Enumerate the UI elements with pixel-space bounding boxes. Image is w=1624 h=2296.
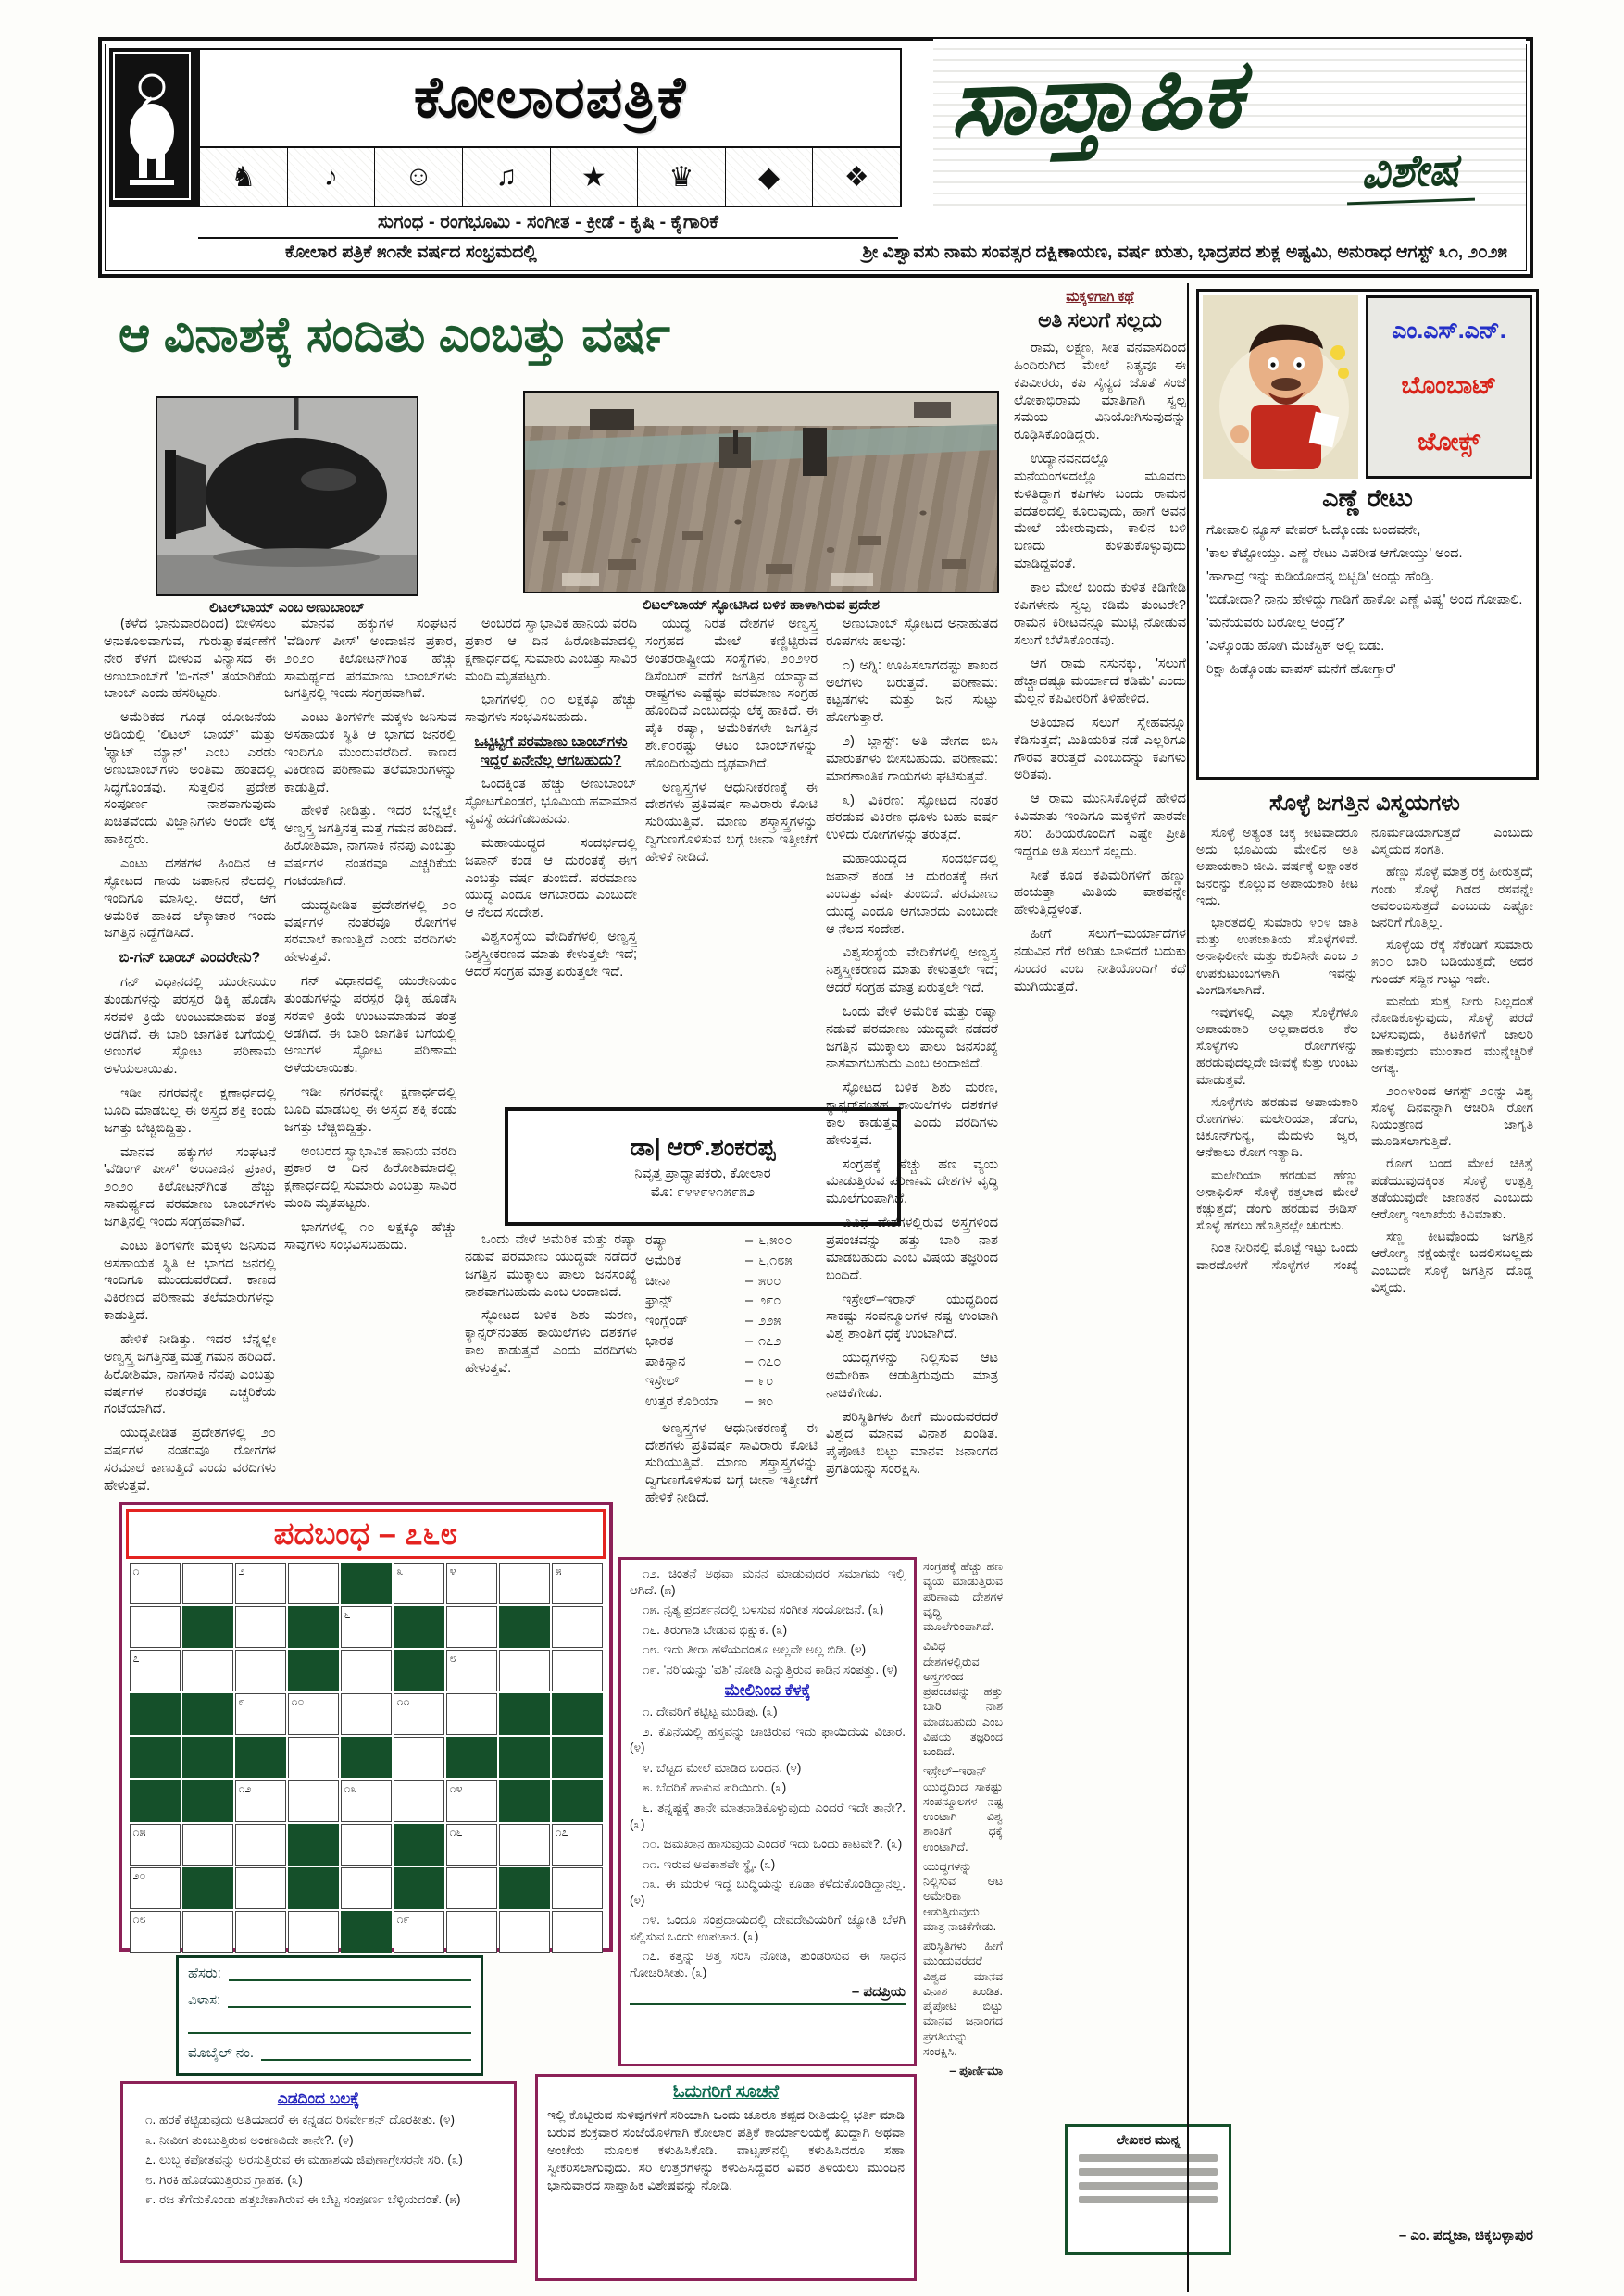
crossword-cell <box>552 1563 603 1604</box>
paragraph: ಹೀಗೆ ಸಲುಗೆ–ಮರ್ಯಾದೆಗಳ ನಡುವಿನ ಗೆರೆ ಅರಿತು ಬಾಳಿದರೆ ಬದುಕು ಸುಂದರ ಎಂಬ ನೀತಿಯೊಂದಿಗೆ ಕಥೆ ಮುಗಿಯುತ್ತದೆ. <box>1014 927 1186 994</box>
weekly-script-line2: ವಿಶೇಷ <box>1345 144 1475 206</box>
clue-item: ೧೧. ಇರುವ ಅವಕಾಶವೇ ಸ್ಥೈ. (೩) <box>643 1856 776 1871</box>
crossword-cell-number: ೧೬ <box>449 1826 463 1839</box>
masthead-dateline-row <box>109 239 1517 267</box>
paragraph: ಮಲೇರಿಯಾ ಹರಡುವ ಹೆಣ್ಣು ಅನಾಫಿಲಿಸ್ ಸೊಳ್ಳೆ ಕತ್ತಲಾದ ಮೇಲೆ ಕಚ್ಚುತ್ತದೆ; ಡೆಂಗು ಹರಡುವ ಈಡಿಸ್ ಸೊಳ್ಳೆ ಹಗಲು ಹೊತ್ತಿನಲ್ಲೇ ಚುರುಕು. <box>1196 1167 1358 1233</box>
clue-item: ೭. ಲುಬ್ದ ಕಪೋತವನ್ನು ಅರಸುತ್ತಿರುವ ಈ ಮಹಾಶಯ ಜಿಪುಣಾಗ್ರೇಸರನೇ ಸರಿ. (೩) <box>145 2152 463 2167</box>
crossword-cell <box>552 1650 603 1691</box>
paragraph: ಯುದ್ಧಗಳನ್ನು ನಿಲ್ಲಿಸುವ ಆಟ ಅಮೇರಿಕಾ ಆಡುತ್ತಿರುವುದು ಮಾತ್ರ ನಾಚಿಕೆಗೇಡು. <box>826 1351 998 1401</box>
crossword-cell <box>288 1563 339 1604</box>
paragraph: ಯುದ್ಧ ನಿರತ ದೇಶಗಳ ಅಣ್ವಸ್ತ್ರ ಸಂಗ್ರಹದ ಮೇಲೆ ಕಣ್ಣಿಟ್ಟಿರುವ ಅಂತರರಾಷ್ಟ್ರೀಯ ಸಂಸ್ಥೆಗಳು, ೨೦೨೪ರ ಡಿಸೆಂಬರ್ ವರೆಗೆ ಜಗತ್ತಿನ ಯಾವ್ಯಾವ ರಾಷ್ಟ್ರಗಳು ಎಷ್ಟೆಷ್ಟು ಪರಮಾಣು ಸಂಗ್ರಹ ಹೊಂದಿವೆ ಎಂಬುದನ್ನು ಲೆಕ್ಕ ಹಾಕಿದೆ. ಈ ಪೈಕಿ ರಷ್ಯಾ, ಅಮೆರಿಕಗಳೇ ಜಗತ್ತಿನ ಶೇ.೯೦ರಷ್ಟು ಆಟಂ ಬಾಂಬ್‌ಗಳನ್ನು ಹೊಂದಿರುವುದು ದೃಢವಾಗಿದೆ. <box>645 617 818 771</box>
strip-signature: – ಪೂರ್ಣಿಮಾ <box>949 2064 1003 2078</box>
paragraph: ಒಂದಕ್ಕಿಂತ ಹೆಚ್ಚು ಅಣುಬಾಂಬ್ ಸ್ಫೋಟಗೊಂಡರೆ, ಭೂಮಿಯ ಹವಾಮಾನ ವ್ಯವಸ್ಥೆ ಹದಗೆಡಬಹುದು. <box>465 777 637 828</box>
crossword-cell-number: ೨೦ <box>132 1869 146 1882</box>
masthead-doodle-icon: ♪ <box>288 148 376 206</box>
masthead-doodle-icon: ◆ <box>726 148 814 206</box>
paragraph: ಸೀತೆ ಕೂಡ ಕಪಿಮರಿಗಳಿಗೆ ಹಣ್ಣು ಹಂಚುತ್ತಾ ಮಿತಿಯ ಪಾಠವನ್ನೇ ಹೇಳುತ್ತಿದ್ದಳಂತೆ. <box>1014 867 1186 918</box>
crossword-cell <box>182 1563 233 1604</box>
crossword-cell <box>182 1867 233 1909</box>
clue-item: ೧೨. ಚಿಂತನೆ ಅಥವಾ ಮನನ ಮಾಡುವುದರ ಸಮಾಗಮ ಇಲ್ಲಿ ಆಗಿದೆ. (೫) <box>630 1566 906 1597</box>
article-col4-lower <box>645 1231 818 1551</box>
crossword-cell <box>499 1737 550 1778</box>
photo-little-boy <box>156 396 418 616</box>
paragraph: ಹೆಣ್ಣು ಸೊಳ್ಳೆ ಮಾತ್ರ ರಕ್ತ ಹೀರುತ್ತದೆ; ಗಂಡು ಸೊಳ್ಳೆ ಗಿಡದ ರಸವನ್ನೇ ಅವಲಂಬಿಸುತ್ತದೆ ಎಂಬುದು ಎಷ್ಟೋ ಜನರಿಗೆ ಗೊತ್ತಿಲ್ಲ. <box>1371 864 1533 930</box>
crossword-cell-number: ೧೮ <box>132 1913 146 1926</box>
crossword-cell <box>446 1563 497 1604</box>
paragraph: ೨) ಬ್ಲಾಸ್ಟ್: ಅತಿ ವೇಗದ ಬಿಸಿ ಮಾರುತಗಳು ಬೀಸಬಹುದು. ಪರಿಣಾಮ: ಮಾರಣಾಂತಿಕ ಗಾಯಗಳು ಘಟಿಸುತ್ತವೆ. <box>826 734 998 784</box>
crossword-cell <box>288 1911 339 1953</box>
crossword-cell <box>394 1563 444 1604</box>
article-col5 <box>826 616 998 1549</box>
crossword-cell <box>394 1780 444 1822</box>
paragraph: ಎಂಟು ತಿಂಗಳಿಗೇ ಮಕ್ಕಳು ಜನಿಸುವ ಅಸಹಾಯಕ ಸ್ಥಿತಿ ಆ ಭಾಗದ ಜನರಲ್ಲಿ ಇಂದಿಗೂ ಮುಂದುವರೆದಿದೆ. ಕಾಣದ ವಿಕಿರಣದ ಪರಿಣಾಮ ತಲೆಮಾರುಗಳನ್ನು ಕಾಡುತ್ತಿದೆ. <box>104 1238 276 1324</box>
crossword-cell <box>235 1780 286 1822</box>
form-name-line <box>229 1966 471 1981</box>
stockpile-row: ಅಮೆರಿಕ – ೬,೧೮೫ <box>645 1253 793 1268</box>
crossword-cell-number: ೩ <box>396 1565 404 1578</box>
paragraph: ವಿವಿಧ ದೇಶಗಳಲ್ಲಿರುವ ಅಸ್ತ್ರಗಳಿಂದ ಪ್ರಪಂಚವನ್ನು ಹತ್ತು ಬಾರಿ ನಾಶ ಮಾಡಬಹುದು ಎಂಬ ವಿಷಯ ತಜ್ಞರಿಂದ ಬಂದಿದೆ. <box>826 1216 998 1283</box>
crossword-title: ಪದಬಂಧ – ೭೬೮ <box>273 1516 458 1552</box>
down-clues <box>630 1703 906 1980</box>
crossword-cell <box>552 1824 603 1866</box>
article-col1 <box>104 616 276 1495</box>
article-col3-upper <box>465 616 637 1102</box>
crossword-cell <box>182 1911 233 1953</box>
crossword-cell <box>446 1606 497 1648</box>
form-extra-line <box>188 2019 471 2034</box>
paragraph: ಹೇಳಿಕೆ ನೀಡಿತ್ತು. ಇದರ ಬೆನ್ನಲ್ಲೇ ಅಣ್ವಸ್ತ್ರ ಜಗತ್ತಿನತ್ತ ಮತ್ತೆ ಗಮನ ಹರಿದಿದೆ. ಹಿರೋಶಿಮಾ, ನಾಗಸಾಕಿ ನೆನಪು ಎಂಬತ್ತು ವರ್ಷಗಳ ನಂತರವೂ ಎಚ್ಚರಿಕೆಯ ಗಂಟೆಯಾಗಿದೆ. <box>284 804 456 889</box>
clue-item: ೨. ಕೊನೆಯಲ್ಲಿ ಹಸ್ತವನ್ನು ಚಾಚಿರುವ ಇದು ಫಾಯಿದೆಯ ವಿಚಾರ. (೪) <box>630 1724 906 1755</box>
stockpile-row: ಉತ್ತರ ಕೊರಿಯಾ – ೫೦ <box>645 1394 774 1409</box>
crossword-cell <box>288 1606 339 1648</box>
mosquito-body <box>1196 824 1533 2222</box>
crossword-cell-number: ೧೨ <box>238 1782 252 1795</box>
crossword-cell-number: ೧೦ <box>291 1695 305 1708</box>
paragraph: ಭಾಗಗಳಲ್ಲಿ ೧೦ ಲಕ್ಷಕ್ಕೂ ಹೆಚ್ಚು ಸಾವುಗಳು ಸಂಭವಿಸಬಹುದು. <box>465 693 637 726</box>
masthead-doodle-strip <box>198 146 902 207</box>
paragraph: ಆ ರಾಮ ಮುನಿಸಿಕೊಳ್ಳದೆ ಹೇಳಿದ ಕಿವಿಮಾತು ಇಂದಿಗೂ ಮಕ್ಕಳಿಗೆ ಪಾಠವೇ ಸರಿ: ಹಿರಿಯರೊಂದಿಗೆ ಎಷ್ಟೇ ಪ್ರೀತಿ ಇದ್ದರೂ ಅತಿ ಸಲುಗೆ ಸಲ್ಲದು. <box>1014 792 1186 859</box>
notice-body: ಇಲ್ಲಿ ಕೊಟ್ಟಿರುವ ಸುಳಿವುಗಳಿಗೆ ಸರಿಯಾಗಿ ಒಂದು ಚೂರೂ ತಪ್ಪದ ರೀತಿಯಲ್ಲಿ ಭರ್ತಿ ಮಾಡಿ ಬರುವ ಶುಕ್ರವಾರ ಸಂಜೆಯೊಳಗಾಗಿ ಕೋಲಾರ ಪತ್ರಿಕೆ ಕಾರ್ಯಾಲಯಕ್ಕೆ ಖುದ್ದಾಗಿ ಅಥವಾ ಅಂಚೆಯ ಮೂಲಕ ಕಳುಹಿಸಿಕೊಡಿ. ವಾಟ್ಸಪ್‌ನಲ್ಲಿ ಕಳುಹಿಸಿದರೂ ಸಹಾ ಸ್ವೀಕರಿಸಲಾಗುವುದು. ಸರಿ ಉತ್ತರಗಳನ್ನು ಕಳುಹಿಸಿದ್ದವರ ವಿವರ ತಿಳಿಯಲು ಮುಂದಿನ ಭಾನುವಾರದ ಸಾಪ್ತಾಹಿಕ ವಿಶೇಷವನ್ನು ನೋಡಿ. <box>547 2107 905 2192</box>
across-clues-continued <box>630 1566 906 1678</box>
author-phone: ಮೊ: ೯೪೪೯೪೧೫೯೫೨ <box>650 1184 756 1200</box>
crossword-cell <box>552 1867 603 1909</box>
crossword-cell <box>446 1824 497 1866</box>
paragraph: ೩) ವಿಕಿರಣ: ಸ್ಫೋಟದ ನಂತರ ಹರಡುವ ವಿಕಿರಣ ಧೂಳು ಬಹು ವರ್ಷ ಉಳಿದು ರೋಗಗಳನ್ನು ತರುತ್ತದೆ. <box>826 792 998 843</box>
paragraph: ಸೊಳ್ಳೆ ಅತ್ಯಂತ ಚಿಕ್ಕ ಕೀಟವಾದರೂ ಅದು ಭೂಮಿಯ ಮೇಲಿನ ಅತಿ ಅಪಾಯಕಾರಿ ಜೀವಿ. ವರ್ಷಕ್ಕೆ ಲಕ್ಷಾಂತರ ಜನರನ್ನು ಕೊಲ್ಲುವ ಅಪಾಯಕಾರಿ ಕೀಟ ಇದು. <box>1196 825 1358 907</box>
crossword-cell <box>288 1824 339 1866</box>
clue-item: ೧೩. ಈ ಮರುಳ ಇದ್ದ ಬುದ್ಧಿಯನ್ನು ಕೂಡಾ ಕಳೆದುಕೊಂಡಿದ್ದಾನಲ್ಲ. (೪) <box>630 1877 906 1907</box>
paragraph: ಯುದ್ಧಪೀಡಿತ ಪ್ರದೇಶಗಳಲ್ಲಿ ೨೦ ವರ್ಷಗಳ ನಂತರವೂ ರೋಗಗಳ ಸರಮಾಲೆ ಕಾಣುತ್ತಿದೆ ಎಂದು ವರದಿಗಳು ಹೇಳುತ್ತವೆ. <box>284 897 456 966</box>
paragraph: ಸ್ಫೋಟದ ಬಳಿಕ ಶಿಶು ಮರಣ, ಕ್ಯಾನ್ಸರ್‌ನಂತಹ ಕಾಯಿಲೆಗಳು ದಶಕಗಳ ಕಾಲ ಕಾಡುತ್ತವೆ ಎಂದು ವರದಿಗಳು ಹೇಳುತ್ತವೆ. <box>465 1308 637 1376</box>
clue-item: ೧. ಹರಕೆ ಕಟ್ಟಿಡುವುದು ಅತಿಯಾದರೆ ಈ ಕನ್ನಡದ ರಿಸರ್ವೇಶನ್ ದೊರಕೀತು. (೪) <box>145 2113 455 2127</box>
joke-line: 'ಬಿಡೋದಾ? ನಾನು ಹೇಳಿದ್ದು ಗಾಡಿಗೆ ಹಾಕೋ ಎಣ್ಣೆ ವಿಷ್ಯ' ಅಂದ ಗೋಪಾಲಿ. <box>1206 593 1523 608</box>
crossword-cell <box>341 1606 392 1648</box>
photo2-caption: ಲಿಟಲ್‌ಬಾಯ್ ಸ್ಫೋಟಿಸಿದ ಬಳಿಕ ಹಾಳಾಗಿರುವ ಪ್ರದೇಶ <box>643 597 880 613</box>
mosquito-byline: – ಎಂ. ಪದ್ಮಜಾ, ಚಿಕ್ಕಬಳ್ಳಾಪುರ <box>1398 2227 1533 2243</box>
crossword-cell <box>235 1650 286 1691</box>
paragraph: ಇಡೀ ನಗರವನ್ನೇ ಕ್ಷಣಾರ್ಧದಲ್ಲಿ ಬೂದಿ ಮಾಡಬಲ್ಲ ಈ ಅಸ್ತ್ರದ ಶಕ್ತಿ ಕಂಡು ಜಗತ್ತು ಬೆಚ್ಚಿಬಿದ್ದಿತ್ತು. <box>284 1085 456 1135</box>
crossword-cell <box>499 1606 550 1648</box>
crossword-box <box>119 1502 613 1952</box>
paragraph: (ಕಳೆದ ಭಾನುವಾರದಿಂದ) ಬೀಳಿಸಲು ಅನುಕೂಲವಾಗುವ, ಗುರುತ್ವಾಕರ್ಷಣೆಗೆ ನೇರ ಕೆಳಗೆ ಬೀಳುವ ವಿನ್ಯಾಸದ ಈ ಅಣುಬಾಂಬ್‌ಗೆ 'ಬಿ-ಗನ್' ತಯಾರಿಕೆಯ ಬಾಂಬ್ ಎಂದು ಹೆಸರಿಟ್ಟರು. <box>104 617 276 702</box>
crossword-cell <box>182 1737 233 1778</box>
stockpile-row: ಫ್ರಾನ್ಸ್ – ೨೯೦ <box>645 1293 781 1309</box>
clue-item: ೬. ತನ್ನಷ್ಟಕ್ಕೆ ತಾನೇ ಮಾತನಾಡಿಕೊಳ್ಳುವುದು ಎಂದರೆ ಇದೇ ತಾನೇ?. (೩) <box>630 1801 906 1831</box>
crossword-cell <box>182 1824 233 1866</box>
crossword-cell <box>394 1911 444 1953</box>
entry-form-box <box>176 1955 483 2076</box>
masthead-doodle-icon: ❖ <box>813 148 900 206</box>
stockpile-list <box>645 1231 818 1413</box>
paragraph: ವಿವಿಧ ದೇಶಗಳಲ್ಲಿರುವ ಅಸ್ತ್ರಗಳಿಂದ ಪ್ರಪಂಚವನ್ನು ಹತ್ತು ಬಾರಿ ನಾಶ ಮಾಡಬಹುದು ಎಂಬ ವಿಷಯ ತಜ್ಞರಿಂದ ಬಂದಿದೆ. <box>923 1640 1003 1758</box>
mosquito-title: ಸೊಳ್ಳೆ ಜಗತ್ತಿನ ವಿಸ್ಮಯಗಳು <box>1269 791 1460 816</box>
crossword-cell-number: ೧೩ <box>344 1782 357 1795</box>
crossword-cell <box>499 1650 550 1691</box>
readers-notice-box <box>535 2074 917 2281</box>
paragraph: ಅತಿಯಾದ ಸಲುಗೆ ಸ್ನೇಹವನ್ನೂ ಕೆಡಿಸುತ್ತದೆ; ಮಿತಿಯರಿತ ನಡೆ ಎಲ್ಲರಿಗೂ ಗೌರವ ತರುತ್ತದೆ ಎಂಬುದನ್ನು ಕಪಿಗಳು ಅರಿತವು. <box>1014 715 1186 783</box>
article-col3-lower <box>465 1231 637 1492</box>
jubilee-note: ಕೋಲಾರ ಪತ್ರಿಕೆ ೫೧ನೇ ವರ್ಷದ ಸಂಭ್ರಮದಲ್ಲಿ <box>285 243 537 262</box>
paragraph: ಎಂಟು ತಿಂಗಳಿಗೇ ಮಕ್ಕಳು ಜನಿಸುವ ಅಸಹಾಯಕ ಸ್ಥಿತಿ ಆ ಭಾಗದ ಜನರಲ್ಲಿ ಇಂದಿಗೂ ಮುಂದುವರೆದಿದೆ. ಕಾಣದ ವಿಕಿರಣದ ಪರಿಣಾಮ ತಲೆಮಾರುಗಳನ್ನು ಕಾಡುತ್ತಿದೆ. <box>284 710 456 795</box>
weekly-special-script <box>933 39 1526 213</box>
clue-item: ೧೫. ನೃತ್ಯ ಪ್ರದರ್ಶನದಲ್ಲಿ ಬಳಸುವ ಸಂಗೀತ ಸಂಯೋಜನೆ. (೩) <box>643 1603 884 1617</box>
main-headline: ಆ ವಿನಾಶಕ್ಕೆ ಸಂದಿತು ಎಂಬತ್ತು ವರ್ಷ <box>119 307 670 362</box>
crossword-cell <box>288 1737 339 1778</box>
paragraph: ಒಂದು ವೇಳೆ ಅಮೆರಿಕ ಮತ್ತು ರಷ್ಯಾ ನಡುವೆ ಪರಮಾಣು ಯುದ್ಧವೇ ನಡೆದರೆ ಜಗತ್ತಿನ ಮುಕ್ಕಾಲು ಪಾಲು ಜನಸಂಖ್ಯೆ ನಾಶವಾಗಬಹುದು ಎಂಬ ಅಂದಾಜಿದೆ. <box>826 1004 998 1072</box>
crossword-cell <box>394 1867 444 1909</box>
paragraph: ಯುದ್ಧಪೀಡಿತ ಪ್ರದೇಶಗಳಲ್ಲಿ ೨೦ ವರ್ಷಗಳ ನಂತರವೂ ರೋಗಗಳ ಸರಮಾಲೆ ಕಾಣುತ್ತಿದೆ ಎಂದು ವರದಿಗಳು ಹೇಳುತ್ತವೆ. <box>104 1426 276 1493</box>
paragraph: ಯುದ್ಧಗಳನ್ನು ನಿಲ್ಲಿಸುವ ಆಟ ಅಮೇರಿಕಾ ಆಡುತ್ತಿರುವುದು ಮಾತ್ರ ನಾಚಿಕೆಗೇಡು. <box>923 1859 1003 1933</box>
crossword-cell <box>446 1650 497 1691</box>
crossword-cell <box>446 1693 497 1735</box>
crossword-cell <box>235 1824 286 1866</box>
form-address-line <box>228 1993 471 2008</box>
joke-line: ಗೋಪಾಲಿ ನ್ಯೂಸ್ ಪೇಪರ್ ಓದ್ಕೊಂಡು ಬಂದವನೇ, <box>1206 523 1421 538</box>
paragraph: ೨೦೧೪ರಿಂದ ಆಗಸ್ಟ್ ೨೦ನ್ನು ವಿಶ್ವ ಸೊಳ್ಳೆ ದಿನವನ್ನಾಗಿ ಆಚರಿಸಿ ರೋಗ ನಿಯಂತ್ರಣದ ಜಾಗೃತಿ ಮೂಡಿಸಲಾಗುತ್ತಿದೆ. <box>1371 1082 1533 1149</box>
crossword-cell <box>182 1693 233 1735</box>
crossword-cell <box>235 1911 286 1953</box>
joke-story-title: ಎಣ್ಣೆ ರೇಟು <box>1322 484 1413 512</box>
paragraph: ಮಹಾಯುದ್ಧದ ಸಂದರ್ಭದಲ್ಲಿ ಜಪಾನ್ ಕಂಡ ಆ ದುರಂತಕ್ಕೆ ಈಗ ಎಂಬತ್ತು ವರ್ಷ ತುಂಬಿದೆ. ಪರಮಾಣು ಯುದ್ಧ ಎಂದೂ ಆಗಬಾರದು ಎಂಬುದೇ ಆ ನೆಲದ ಸಂದೇಶ. <box>826 852 998 937</box>
crossword-cell-number: ೧೧ <box>396 1695 410 1708</box>
crossword-cell <box>552 1693 603 1735</box>
stockpile-row: ಪಾಕಿಸ್ತಾನ – ೧೭೦ <box>645 1354 781 1369</box>
crossword-cell <box>341 1867 392 1909</box>
crossword-cell <box>182 1650 233 1691</box>
paragraph: ಒಂದು ವೇಳೆ ಅಮೆರಿಕ ಮತ್ತು ರಷ್ಯಾ ನಡುವೆ ಪರಮಾಣು ಯುದ್ಧವೇ ನಡೆದರೆ ಜಗತ್ತಿನ ಮುಕ್ಕಾಲು ಪಾಲು ಜನಸಂಖ್ಯೆ ನಾಶವಾಗಬಹುದು ಎಂಬ ಅಂದಾಜಿದೆ. <box>465 1232 637 1300</box>
paragraph: ೧) ಅಗ್ನಿ: ಊಹಿಸಲಾಗದಷ್ಟು ಶಾಖದ ಅಲೆಗಳು ಬರುತ್ತವೆ. ಪರಿಣಾಮ: ಕಟ್ಟಡಗಳು ಮತ್ತು ಜನ ಸುಟ್ಟು ಹೋಗುತ್ತಾರೆ. <box>826 657 998 726</box>
paragraph: ಹೇಳಿಕೆ ನೀಡಿತ್ತು. ಇದರ ಬೆನ್ನಲ್ಲೇ ಅಣ್ವಸ್ತ್ರ ಜಗತ್ತಿನತ್ತ ಮತ್ತೆ ಗಮನ ಹರಿದಿದೆ. ಹಿರೋಶಿಮಾ, ನಾಗಸಾಕಿ ನೆನಪು ಎಂಬತ್ತು ವರ್ಷಗಳ ನಂತರವೂ ಎಚ್ಚರಿಕೆಯ ಗಂಟೆಯಾಗಿದೆ. <box>104 1332 276 1417</box>
paragraph: ಸೊಳ್ಳೆಗಳು ಹರಡುವ ಅಪಾಯಕಾರಿ ರೋಗಗಳು: ಮಲೇರಿಯಾ, ಡೆಂಗು, ಚಿಕೂನ್‌ಗುನ್ಯ, ಮೆದುಳು ಜ್ವರ, ಆನೆಕಾಲು ರೋಗ ಇತ್ಯಾದಿ. <box>1196 1093 1358 1160</box>
clue-item: ೧೪. ಒಂದೂ ಸಂಪ್ರದಾಯದಲ್ಲಿ ದೇವದೇವಿಯರಿಗೆ ಜ್ಯೋತಿ ಬೆಳಗಿ ಸಲ್ಲಿಸುವ ಒಂದು ಉಪಚಾರ. (೩) <box>630 1913 906 1943</box>
mosquito-article <box>1196 791 1533 2243</box>
crossword-cell <box>288 1867 339 1909</box>
crossword-cell <box>499 1911 550 1953</box>
crossword-cell <box>341 1737 392 1778</box>
paragraph: ಅಮೆರಿಕದ ಗೂಢ ಯೋಜನೆಯ ಅಡಿಯಲ್ಲಿ 'ಲಿಟಲ್ ಬಾಯ್' ಮತ್ತು 'ಫ್ಯಾಟ್ ಮ್ಯಾನ್' ಎಂಬ ಎರಡು ಅಣುಬಾಂಬ್‌ಗಳು ಅಂತಿಮ ಹಂತದಲ್ಲಿ ಸಿದ್ಧಗೊಂಡವು. ಸುತ್ತಲಿನ ಪ್ರದೇಶ ಸಂಪೂರ್ಣ ನಾಶವಾಗುವುದು ಖಚಿತವೆಂದು ವಿಜ್ಞಾನಿಗಳು ಅಂದೇ ಲೆಕ್ಕ ಹಾಕಿದ್ದರು. <box>104 710 276 848</box>
notice-header: ಓದುಗರಿಗೆ ಸೂಚನೆ <box>672 2082 780 2102</box>
paragraph: ಅಣ್ವಸ್ತ್ರಗಳ ಆಧುನೀಕರಣಕ್ಕೆ ಈ ದೇಶಗಳು ಪ್ರತಿವರ್ಷ ಸಾವಿರಾರು ಕೋಟಿ ಸುರಿಯುತ್ತಿವೆ. ಮಾಣು ಶಸ್ತ್ರಾಸ್ತ್ರಗಳನ್ನು ದ್ವಿಗುಣಗೊಳಿಸುವ ಬಗ್ಗೆ ಚೀನಾ ಇತ್ತೀಚೆಗೆ ಹೇಳಿಕೆ ನೀಡಿದೆ. <box>645 780 818 865</box>
crossword-cell <box>130 1911 181 1953</box>
paragraph: ಇವುಗಳಲ್ಲಿ ಎಲ್ಲಾ ಸೊಳ್ಳೆಗಳೂ ಅಪಾಯಕಾರಿ ಅಲ್ಲವಾದರೂ ಕೆಲ ಸೊಳ್ಳೆಗಳು ರೋಗಗಳನ್ನು ಹರಡುವುದಲ್ಲದೇ ಜೀವಕ್ಕೆ ಕುತ್ತು ಉಂಟು ಮಾಡುತ್ತವೆ. <box>1196 1004 1358 1087</box>
paragraph: ರೋಗ ಬಂದ ಮೇಲೆ ಚಿಕಿತ್ಸೆ ಪಡೆಯುವುದಕ್ಕಿಂತ ಸೊಳ್ಳೆ ಉತ್ಪತ್ತಿ ತಡೆಯುವುದೇ ಜಾಣತನ ಎಂಬುದು ಆರೋಗ್ಯ ಇಲಾಖೆಯ ಕಿವಿಮಾತು. <box>1371 1155 1533 1221</box>
paragraph: ಆಗ ರಾಮ ನಸುನಕ್ಕು, 'ಸಲುಗೆ ಹೆಚ್ಚಾದಷ್ಟೂ ಮರ್ಯಾದೆ ಕಡಿಮೆ' ಎಂದು ಮೆಲ್ಲನೆ ಕಪಿವೀರರಿಗೆ ತಿಳಿಹೇಳಿದ. <box>1014 656 1186 707</box>
crossword-cell <box>394 1606 444 1648</box>
jokes-brand-box <box>1366 295 1532 479</box>
paragraph: ಅಂಬರದ ಸ್ವಾಭಾವಿಕ ಹಾನಿಯ ವರದಿ ಪ್ರಕಾರ ಆ ದಿನ ಹಿರೋಶಿಮಾದಲ್ಲಿ ಕ್ಷಣಾರ್ಧದಲ್ಲಿ ಸುಮಾರು ಎಂಬತ್ತು ಸಾವಿರ ಮಂದಿ ಮೃತಪಟ್ಟರು. <box>465 617 637 684</box>
crossword-cell-number: ೧೭ <box>555 1826 568 1839</box>
crossword-cell <box>235 1606 286 1648</box>
weekly-script-line1: ಸಾಪ್ತಾಹಿಕ <box>948 40 1245 156</box>
paragraph: ಎಂಟು ದಶಕಗಳ ಹಿಂದಿನ ಆ ಸ್ಫೋಟದ ಗಾಯ ಜಪಾನಿನ ನೆಲದಲ್ಲಿ ಇಂದಿಗೂ ಮಾಸಿಲ್ಲ. ಆದರೆ, ಆಗ ಅಮೆರಿಕ ಹಾಕಿದ ಲೆಕ್ಕಾಚಾರ ಇಂದು ಜಗತ್ತಿನ ನಿದ್ದೆಗೆಡಿಸಿದೆ. <box>104 855 276 942</box>
crossword-cell-number: ೮ <box>449 1652 456 1665</box>
crossword-cell <box>288 1693 339 1735</box>
crossword-cell <box>341 1693 392 1735</box>
masthead-doodle-icon: ★ <box>551 148 639 206</box>
across-header: ಎಡದಿಂದ ಬಲಕ್ಕೆ <box>277 2090 360 2107</box>
paragraph: ಅಂಬರದ ಸ್ವಾಭಾವಿಕ ಹಾನಿಯ ವರದಿ ಪ್ರಕಾರ ಆ ದಿನ ಹಿರೋಶಿಮಾದಲ್ಲಿ ಕ್ಷಣಾರ್ಧದಲ್ಲಿ ಸುಮಾರು ಎಂಬತ್ತು ಸಾವಿರ ಮಂದಿ ಮೃತಪಟ್ಟರು. <box>284 1143 456 1212</box>
crossword-cell-number: ೧೪ <box>449 1782 463 1795</box>
clue-item: ೧. ದೇವರಿಗೆ ಕಟ್ಟಿಟ್ಟ ಮುಡಿಪು. (೩) <box>643 1704 778 1719</box>
puzzle-setter-signature: – ಪದಪ್ರಿಯ <box>630 1984 906 2005</box>
crossword-cell <box>394 1824 444 1866</box>
crossword-cell <box>394 1737 444 1778</box>
joke-line: ರಿಕ್ಷಾ ಹಿಡ್ಕೊಂಡು ವಾಪಸ್ ಮನೆಗೆ ಹೋಗ್ತಾರೆ' <box>1206 662 1396 678</box>
paper-title-band <box>198 48 902 148</box>
crossword-cell-number: ೫ <box>555 1565 562 1578</box>
crossword-cell <box>499 1563 550 1604</box>
paragraph: ಸ್ಫೋಟದ ಬಳಿಕ ಶಿಶು ಮರಣ, ಕ್ಯಾನ್ಸರ್‌ನಂತಹ ಕಾಯಿಲೆಗಳು ದಶಕಗಳ ಕಾಲ ಕಾಡುತ್ತವೆ ಎಂದು ವರದಿಗಳು ಹೇಳುತ್ತವೆ. <box>826 1080 998 1148</box>
stockpile-row: ಚೀನಾ – ೫೦೦ <box>645 1273 781 1289</box>
crossword-title-box <box>126 1509 606 1559</box>
crossword-cell <box>130 1737 181 1778</box>
col3-subhead: ಒಟ್ಟಿಟ್ಟಿಗೆ ಪರಮಾಣು ಬಾಂಬ್‌ಗಳು ಇದ್ದರೆ ಏನೇನೆಲ್ಲ ಆಗಬಹುದು? <box>474 734 628 769</box>
masthead-doodle-icon: ♛ <box>638 148 726 206</box>
story-kicker: ಮಕ್ಕಳಿಗಾಗಿ ಕಥೆ <box>1066 289 1134 305</box>
form-address-label: ವಿಳಾಸ: <box>188 1992 221 2008</box>
crossword-cell <box>235 1867 286 1909</box>
clues-continuation-box <box>618 1557 917 2066</box>
crossword-cell <box>552 1911 603 1953</box>
clue-item: ೫. ಬೆದರಿಕೆ ಹಾಕುವ ಪರಿಯಿದು. (೩) <box>643 1780 787 1795</box>
paragraph: ಮನೆಯ ಸುತ್ತ ನೀರು ನಿಲ್ಲದಂತೆ ನೋಡಿಕೊಳ್ಳುವುದು, ಸೊಳ್ಳೆ ಪರದೆ ಬಳಸುವುದು, ಕಿಟಕಿಗಳಿಗೆ ಜಾಲರಿ ಹಾಕುವುದು ಮುಂತಾದ ಮುನ್ನೆಚ್ಚರಿಕೆ ಅಗತ್ಯ. <box>1371 992 1533 1076</box>
down-header: ಮೇಲಿನಿಂದ ಕೆಳಕ್ಕೆ <box>724 1681 811 1700</box>
crossword-cell <box>130 1606 181 1648</box>
crossword-cell-number: ೯ <box>238 1695 245 1708</box>
masthead-tagline: ಸುಗಂಧ - ರಂಗಭೂಮಿ - ಸಂಗೀತ - ಕ್ರೀಡೆ - ಕೃಷಿ - ಕೈಗಾರಿಕೆ <box>198 207 898 239</box>
joke-line: 'ಕಾಲ ಕೆಟ್ಟೋಯ್ತು. ಎಣ್ಣೆ ರೇಟು ವಿಪರೀತ ಆಗೋಯ್ತು' ಅಂದ. <box>1206 546 1463 562</box>
dateline: ಶ್ರೀ ವಿಶ್ವಾವಸು ನಾಮ ಸಂವತ್ಸರ ದಕ್ಷಿಣಾಯಣ, ವರ್ಷ ಋತು, ಭಾದ್ರಪದ ಶುಕ್ಲ ಅಷ್ಟಮಿ, ಅನುರಾಧ ಆಗಸ್ಟ್ ೩೧, ೨೦೨೫ <box>862 243 1507 262</box>
crossword-cell <box>288 1780 339 1822</box>
crossword-cell-number: ೭ <box>132 1652 140 1665</box>
stockpile-row: ಭಾರತ – ೧೭೨ <box>645 1333 781 1349</box>
crossword-grid <box>122 1563 609 1953</box>
paragraph: ಮಹಾಯುದ್ಧದ ಸಂದರ್ಭದಲ್ಲಿ ಜಪಾನ್ ಕಂಡ ಆ ದುರಂತಕ್ಕೆ ಈಗ ಎಂಬತ್ತು ವರ್ಷ ತುಂಬಿದೆ. ಪರಮಾಣು ಯುದ್ಧ ಎಂದೂ ಆಗಬಾರದು ಎಂಬುದೇ ಆ ನೆಲದ ಸಂದೇಶ. <box>465 835 637 921</box>
jokes-brand-line2: ಬೊಂಬಾಟ್ <box>1401 370 1497 399</box>
author-role: ನಿವೃತ್ತ ಪ್ರಾಧ್ಯಾಪಕರು, ಕೋಲಾರ <box>634 1166 771 1181</box>
paragraph: ಉದ್ಯಾನವನದಲ್ಲೊ ಮನೆಯಂಗಳದಲ್ಲೊ ಮೂವರು ಕುಳಿತಿದ್ದಾಗ ಕಪಿಗಳು ಬಂದು ರಾಮನ ಪದತಲದಲ್ಲಿ ಕೂರುವುದು, ಹಾಗೆ ಅವನ ಮೇಲೆ ಯೇರುವುದು, ಕಾಲಿನ ಬಳಿ ಬಣದು ಕುಳಿತುಕೊಳ್ಳುವುದು ಮಾಡಿದ್ದವಂತೆ. <box>1014 452 1186 572</box>
article-col2 <box>284 616 456 1495</box>
across-clues-box <box>120 2081 517 2263</box>
crossword-cell <box>182 1606 233 1648</box>
article-col4-upper <box>645 616 818 1102</box>
crossword-cell <box>552 1780 603 1822</box>
crossword-cell <box>130 1824 181 1866</box>
clue-item: ೪. ಬೆಟ್ಟದ ಮೇಲೆ ಮಾಡಿದ ಬಂಧನ. (೪) <box>643 1760 802 1775</box>
photo-destroyed-area <box>523 391 999 613</box>
crossword-cell <box>235 1693 286 1735</box>
crossword-cell <box>499 1693 550 1735</box>
paragraph: ಸಂಗ್ರಹಕ್ಕೆ ಹೆಚ್ಚು ಹಣ ವ್ಯಯ ಮಾಡುತ್ತಿರುವ ಪರಿಣಾಮ ದೇಶಗಳ ವೃದ್ಧಿ ಮೂಲೆಗುಂಪಾಗಿದೆ. <box>826 1156 998 1207</box>
crossword-cell <box>499 1824 550 1866</box>
clue-item: ೩. ನೀವೀಗ ತುಂಬುತ್ತಿರುವ ಅಂಕಣವಿದೇ ತಾನೇ?. (೪) <box>145 2132 354 2147</box>
paragraph: ಗನ್ ವಿಧಾನದಲ್ಲಿ ಯುರೇನಿಯಂ ತುಂಡುಗಳನ್ನು ಪರಸ್ಪರ ಢಿಕ್ಕಿ ಹೊಡೆಸಿ ಸರಪಳಿ ಕ್ರಿಯೆ ಉಂಟುಮಾಡುವ ತಂತ್ರ ಅಡಗಿದೆ. ಈ ಬಾರಿ ಜಾಗತಿಕ ಬಗೆಯಲ್ಲಿ ಅಣುಗಳ ಸ್ಫೋಟ ಪರಿಣಾಮ ಅಳೆಯಲಾಯಿತು. <box>284 974 456 1077</box>
stockpile-row: ರಷ್ಯಾ – ೬,೫೦೦ <box>645 1233 793 1248</box>
col1-subhead: ಬಿ-ಗನ್ ಬಾಂಬ್ ಎಂದರೇನು? <box>119 950 261 967</box>
crossword-cell <box>130 1867 181 1909</box>
paragraph: ಕಾಲ ಮೇಲೆ ಬಂದು ಕುಳಿತ ಕಿಡಿಗೇಡಿ ಕಪಿಗಳೇನು ಸ್ವಲ್ಪ ಕಡಿಮೆ ತುಂಟರೇ? ರಾಮನ ಕಿರೀಟವನ್ನೂ ಮುಟ್ಟಿ ನೋಡುವ ಸಲುಗೆ ಬೆಳೆಸಿಕೊಂಡವು. <box>1014 580 1186 648</box>
form-mobile-line <box>261 2046 471 2061</box>
crossword-cell <box>341 1824 392 1866</box>
jokes-box <box>1196 289 1539 780</box>
crossword-cell-number: ೪ <box>449 1565 456 1578</box>
form-name-label: ಹೆಸರು: <box>188 1965 221 1981</box>
paper-title: ಕೋಲಾರಪತ್ರಿಕೆ <box>413 66 687 130</box>
crossword-cell <box>552 1737 603 1778</box>
across-clues <box>132 2112 505 2208</box>
crossword-cell <box>394 1650 444 1691</box>
paragraph: ವಿಶ್ವಸಂಸ್ಥೆಯ ವೇದಿಕೆಗಳಲ್ಲಿ ಅಣ್ವಸ್ತ್ರ ನಿಶ್ಶಸ್ತ್ರೀಕರಣದ ಮಾತು ಕೇಳುತ್ತಲೇ ಇದೆ; ಆದರೆ ಸಂಗ್ರಹ ಮಾತ್ರ ಏರುತ್ತಲೇ ಇದೆ. <box>826 945 998 996</box>
joke-line: 'ಮನೆಯವರು ಬರೋಲ್ಲ ಅಂದ್ರೆ?' <box>1206 616 1345 631</box>
paragraph: ವಿಶ್ವಸಂಸ್ಥೆಯ ವೇದಿಕೆಗಳಲ್ಲಿ ಅಣ್ವಸ್ತ್ರ ನಿಶ್ಶಸ್ತ್ರೀಕರಣದ ಮಾತು ಕೇಳುತ್ತಲೇ ಇದೆ; ಆದರೆ ಸಂಗ್ರಹ ಮಾತ್ರ ಏರುತ್ತಲೇ ಇದೆ. <box>465 930 637 980</box>
crossword-cell <box>446 1780 497 1822</box>
crossword-cell <box>130 1563 181 1604</box>
crossword-cell <box>130 1693 181 1735</box>
photo1-caption: ಲಿಟಲ್‌ಬಾಯ್ ಎಂಬ ಅಣುಬಾಂಬ್ <box>209 600 365 616</box>
paragraph: ಮಾನವ ಹಕ್ಕುಗಳ ಸಂಘಟನೆ 'ವೆಡಿಂಗ್ ಪೀಸ್' ಅಂದಾಜಿನ ಪ್ರಕಾರ, ೨೦೨೦ ಕಿಲೋಟನ್‌ಗಿಂತ ಹೆಚ್ಚು ಸಾಮರ್ಥ್ಯದ ಪರಮಾಣು ಬಾಂಬ್‌ಗಳು ಜಗತ್ತಿನಲ್ಲಿ ಇಂದು ಸಂಗ್ರಹವಾಗಿವೆ. <box>284 617 456 702</box>
crossword-cell-number: ೧೯ <box>396 1913 410 1926</box>
paragraph: ಪರಿಸ್ಥಿತಿಗಳು ಹೀಗೆ ಮುಂದುವರೆದರೆ ವಿಶ್ವದ ಮಾನವ ವಿನಾಶ ಖಂಡಿತ. ಪೈಪೋಟಿ ಬಿಟ್ಟು ಮಾನವ ಜನಾಂಗದ ಪ್ರಗತಿಯನ್ನು ಸಂರಕ್ಷಿಸಿ. <box>923 1940 1003 2058</box>
paragraph: ಇಸ್ರೇಲ್–ಇರಾನ್ ಯುದ್ಧದಿಂದ ಸಾಕಷ್ಟು ಸಂಪನ್ಮೂಲಗಳ ನಷ್ಟ ಉಂಟಾಗಿ ವಿಶ್ವ ಶಾಂತಿಗೆ ಧಕ್ಕೆ ಉಂಟಾಗಿದೆ. <box>826 1292 998 1342</box>
crossword-cell <box>182 1780 233 1822</box>
crossword-cell <box>288 1650 339 1691</box>
clue-item: ೧೭. ಕತ್ತನ್ನು ಅತ್ತ ಸರಿಸಿ ನೋಡಿ, ತುಂಡರಿಸುವ ಈ ಸಾಧನ ಗೋಚರಿಸೀತು. (೩) <box>630 1949 906 1979</box>
masthead-doodle-icon: ♞ <box>200 148 288 206</box>
jokes-brand-line1: ಎಂ.ಎಸ್.ಎನ್. <box>1392 317 1506 343</box>
paragraph: ರಾಮ, ಲಕ್ಷ್ಮಣ, ಸೀತ ವನವಾಸದಿಂದ ಹಿಂದಿರುಗಿದ ಮೇಲೆ ನಿತ್ಯವೂ ಈ ಕಪಿವೀರರು, ಕಪಿ ಸೈನ್ಯದ ಜೊತೆ ಸಂಜೆ ಲೋಕಾಭಿರಾಮ ಮಾತಿಗಾಗಿ ಸ್ವಲ್ಪ ಸಮಯ ವಿನಿಯೋಗಿಸುವುದನ್ನು ರೂಢಿಸಿಕೊಂಡಿದ್ದರು. <box>1014 341 1186 443</box>
clue-item: ೧೯. 'ನರಿ'ಯನ್ನು 'ವಶಿ' ನೋಡಿ ಎನ್ನುತ್ತಿರುವ ಕಾಡಿನ ಸಂಪತ್ತು. (೪) <box>643 1662 898 1677</box>
stockpile-row: ಇಂಗ್ಲೆಂಡ್ – ೨೨೫ <box>645 1314 781 1329</box>
crossword-cell-number: ೧೫ <box>132 1826 146 1839</box>
crossword-cell <box>235 1563 286 1604</box>
bomb-photo-art <box>157 398 417 594</box>
col5-intro: ಅಣುಬಾಂಬ್ ಸ್ಫೋಟದ ಅನಾಹುತದ ರೂಪಗಳು ಹಲವು: <box>826 617 998 649</box>
masthead-doodle-icon: ☺ <box>375 148 463 206</box>
paragraph: ಭಾರತದಲ್ಲಿ ಸುಮಾರು ೪೦೪ ಜಾತಿ ಮತ್ತು ಉಪಜಾತಿಯ ಸೊಳ್ಳೆಗಳಿವೆ. ಅನಾಫಿಲೀನೇ ಮತ್ತು ಕುಲಿಸಿನೇ ಎಂಬ ೨ ಉಪಕುಟುಂಬಗಳಾಗಿ ಇವನ್ನು ವಿಂಗಡಿಸಲಾಗಿದೆ. <box>1196 914 1358 997</box>
crossword-cell-number: ೧ <box>132 1565 140 1578</box>
crossword-cell <box>394 1693 444 1735</box>
clue-item: ೧೬. ತಿರುಗಾಡಿ ಬೇಡುವ ಭಿಕ್ಷುಕ. (೩) <box>643 1622 788 1637</box>
joke-line: 'ಹಾಗಾದ್ರೆ ಇನ್ನು ಕುಡಿಯೋದನ್ನ ಬಿಟ್ಬಿಡಿ' ಅಂದ್ಲು ಹೆಂಡ್ತಿ. <box>1206 569 1435 585</box>
clue-item: ೧೦. ಜಮಖಾನ ಹಾಸುವುದು ಎಂದರೆ ಇದು ಒಂದು ಕಾಟವೇ?. (೩) <box>643 1837 903 1852</box>
clue-item: ೯. ರಜ ತೆಗೆದುಕೊಂಡು ಹತ್ತಬೇಕಾಗಿರುವ ಈ ಬೆಟ್ಟ ಸಂಪೂರ್ಣ ಬೆಳ್ಳಿಯದಂತೆ. (೫) <box>145 2192 461 2207</box>
joke-line: 'ಎಳ್ಕೊಂಡು ಹೋಗಿ ಮೆಜೆಸ್ಟಿಕ್ ಅಲ್ಲಿ ಬಿಡು. <box>1206 639 1385 655</box>
paragraph: ಮಾನವ ಹಕ್ಕುಗಳ ಸಂಘಟನೆ 'ವೆಡಿಂಗ್ ಪೀಸ್' ಅಂದಾಜಿನ ಪ್ರಕಾರ, ೨೦೨೦ ಕಿಲೋಟನ್‌ಗಿಂತ ಹೆಚ್ಚು ಸಾಮರ್ಥ್ಯದ ಪರಮಾಣು ಬಾಂಬ್‌ಗಳು ಜಗತ್ತಿನಲ್ಲಿ ಇಂದು ಸಂಗ್ರಹವಾಗಿವೆ. <box>104 1144 276 1229</box>
cartoonist-caricature <box>1203 295 1358 479</box>
masthead <box>98 37 1533 278</box>
crossword-cell-number: ೬ <box>344 1608 351 1621</box>
crossword-cell <box>341 1780 392 1822</box>
crossword-cell <box>341 1650 392 1691</box>
green-box-header: ಲೇಖಕರ ಮುನ್ನ <box>1116 2132 1181 2147</box>
crossword-cell <box>235 1737 286 1778</box>
clue-item: ೧೮. ಇದು ತೀರಾ ಹಳೆಯದಂತೂ ಅಲ್ಲವೇ ಅಲ್ಲ ಬಿಡಿ. (೪) <box>643 1642 867 1657</box>
crossword-cell <box>446 1867 497 1909</box>
crossword-cell <box>499 1867 550 1909</box>
paragraph: ಸಂಗ್ರಹಕ್ಕೆ ಹೆಚ್ಚು ಹಣ ವ್ಯಯ ಮಾಡುತ್ತಿರುವ ಪರಿಣಾಮ ದೇಶಗಳ ವೃದ್ಧಿ ಮೂಲೆಗುಂಪಾಗಿದೆ. <box>923 1560 1003 1633</box>
right-section <box>1187 283 1535 2292</box>
masthead-doodle-icon: ♫ <box>463 148 551 206</box>
paragraph: ಸಣ್ಣ ಕೀಟವೊಂದು ಜಗತ್ತಿನ ಆರೋಗ್ಯ ನಕ್ಷೆಯನ್ನೇ ಬದಲಿಸಬಲ್ಲದು ಎಂಬುದೇ ಸೊಳ್ಳೆ ಜಗತ್ತಿನ ದೊಡ್ಡ ವಿಸ್ಮಯ. <box>1371 1229 1533 1294</box>
crossword-cell <box>552 1606 603 1648</box>
paragraph: ಭಾಗಗಳಲ್ಲಿ ೧೦ ಲಕ್ಷಕ್ಕೂ ಹೆಚ್ಚು ಸಾವುಗಳು ಸಂಭವಿಸಬಹುದು. <box>284 1220 456 1253</box>
article-col5-strip <box>923 1559 1003 2216</box>
jokes-brand-line3: ಜೋಕ್ಸ್ <box>1418 427 1480 455</box>
paragraph: ಪರಿಸ್ಥಿತಿಗಳು ಹೀಗೆ ಮುಂದುವರೆದರೆ ವಿಶ್ವದ ಮಾನವ ವಿನಾಶ ಖಂಡಿತ. ಪೈಪೋಟಿ ಬಿಟ್ಟು ಮಾನವ ಜನಾಂಗದ ಪ್ರಗತಿಯನ್ನು ಸಂರಕ್ಷಿಸಿ. <box>826 1409 998 1478</box>
elephant-art-icon <box>109 48 198 207</box>
crossword-cell <box>341 1911 392 1953</box>
paragraph: ನಿಂತ ನೀರಿನಲ್ಲಿ ಮೊಟ್ಟೆ ಇಟ್ಟು ಒಂದು ವಾರದೊಳಗೆ ಸೊಳ್ಳೆಗಳ ಸಂಖ್ಯೆ ನೂರ್ಮಡಿಯಾಗುತ್ತದೆ ಎಂಬುದು ವಿಸ್ಮಯದ ಸಂಗತಿ. <box>1196 825 1533 1272</box>
stockpile-row: ಇಸ್ರೇಲ್ – ೯೦ <box>645 1374 774 1390</box>
crossword-cell <box>446 1911 497 1953</box>
joke-text <box>1206 521 1525 769</box>
clue-item: ೮. ಗಿರಕಿ ಹೊಡೆಯುತ್ತಿರುವ ಗ್ರಾಹಕ. (೩) <box>145 2172 303 2187</box>
author-name: ಡಾ| ಆರ್.ಶಂಕರಪ್ಪ <box>630 1133 776 1161</box>
crossword-cell-number: ೨ <box>238 1565 245 1578</box>
crossword-cell <box>499 1780 550 1822</box>
crossword-cell <box>446 1737 497 1778</box>
story-title: ಅತಿ ಸಲುಗೆ ಸಲ್ಲದು <box>1038 308 1162 331</box>
crossword-cell <box>341 1563 392 1604</box>
crossword-cell <box>130 1650 181 1691</box>
children-story-column <box>1014 289 1186 2117</box>
crossword-cell <box>130 1780 181 1822</box>
paragraph: ಗನ್ ವಿಧಾನದಲ್ಲಿ ಯುರೇನಿಯಂ ತುಂಡುಗಳನ್ನು ಪರಸ್ಪರ ಢಿಕ್ಕಿ ಹೊಡೆಸಿ ಸರಪಳಿ ಕ್ರಿಯೆ ಉಂಟುಮಾಡುವ ತಂತ್ರ ಅಡಗಿದೆ. ಈ ಬಾರಿ ಜಾಗತಿಕ ಬಗೆಯಲ್ಲಿ ಅಣುಗಳ ಸ್ಫೋಟ ಪರಿಣಾಮ ಅಳೆಯಲಾಯಿತು. <box>104 974 276 1078</box>
form-mobile-label: ಮೊಬೈಲ್ ನಂ. <box>188 2045 255 2061</box>
paragraph: ಅಣ್ವಸ್ತ್ರಗಳ ಆಧುನೀಕರಣಕ್ಕೆ ಈ ದೇಶಗಳು ಪ್ರತಿವರ್ಷ ಸಾವಿರಾರು ಕೋಟಿ ಸುರಿಯುತ್ತಿವೆ. ಮಾಣು ಶಸ್ತ್ರಾಸ್ತ್ರಗಳನ್ನು ದ್ವಿಗುಣಗೊಳಿಸುವ ಬಗ್ಗೆ ಚೀನಾ ಇತ್ತೀಚೆಗೆ ಹೇಳಿಕೆ ನೀಡಿದೆ. <box>645 1420 818 1506</box>
paragraph: ಇಸ್ರೇಲ್–ಇರಾನ್ ಯುದ್ಧದಿಂದ ಸಾಕಷ್ಟು ಸಂಪನ್ಮೂಲಗಳ ನಷ್ಟ ಉಂಟಾಗಿ ವಿಶ್ವ ಶಾಂತಿಗೆ ಧಕ್ಕೆ ಉಂಟಾಗಿದೆ. <box>923 1765 1003 1853</box>
paragraph: ಸೊಳ್ಳೆಯ ರೆಕ್ಕೆ ಸೆಕೆಂಡಿಗೆ ಸುಮಾರು ೫೦೦ ಬಾರಿ ಬಡಿಯುತ್ತದೆ; ಅದರ ಗುಂಯ್ ಸದ್ದಿನ ಗುಟ್ಟು ಇದೇ. <box>1371 937 1533 986</box>
paragraph: ಇಡೀ ನಗರವನ್ನೇ ಕ್ಷಣಾರ್ಧದಲ್ಲಿ ಬೂದಿ ಮಾಡಬಲ್ಲ ಈ ಅಸ್ತ್ರದ ಶಕ್ತಿ ಕಂಡು ಜಗತ್ತು ಬೆಚ್ಚಿಬಿದ್ದಿತ್ತು. <box>104 1086 276 1136</box>
